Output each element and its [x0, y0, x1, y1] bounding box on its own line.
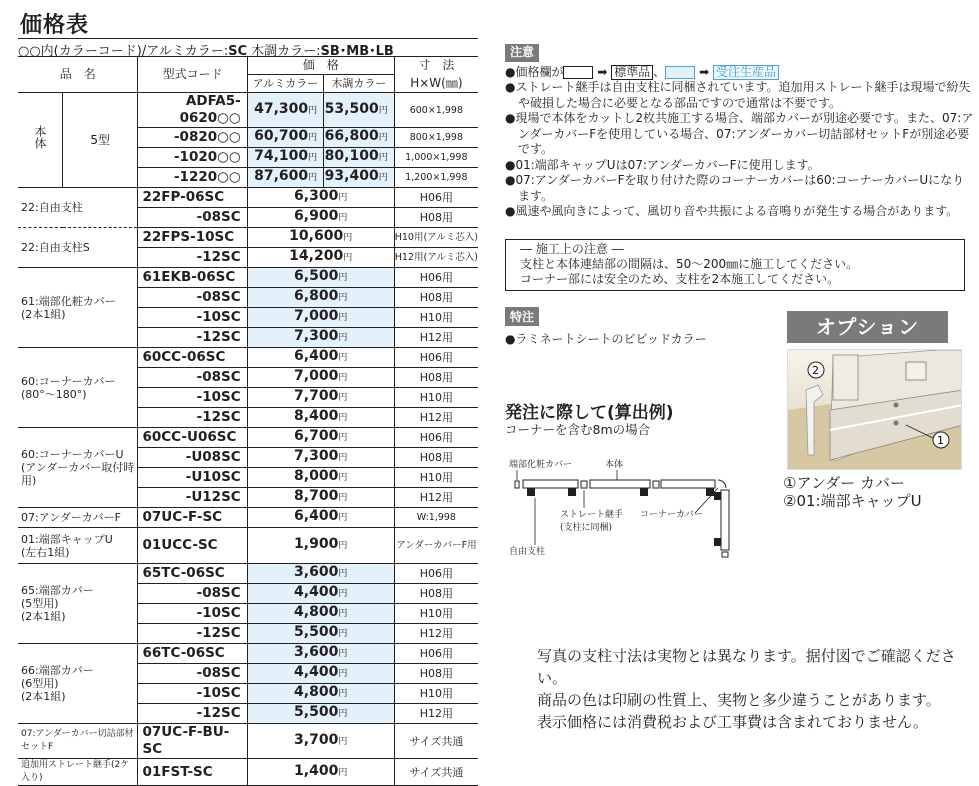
marker-1: 1	[937, 434, 944, 447]
col-header-size-unit: H×W(㎜)	[394, 75, 478, 93]
table-row	[18, 348, 478, 368]
size-value: H12用	[394, 488, 478, 508]
price-wood	[324, 128, 395, 148]
disclaimer-line: 表示価格には消費税および工事費は含まれておりません。	[537, 713, 928, 731]
price-alu	[247, 168, 323, 188]
price-value: 1,400	[294, 762, 339, 779]
price	[247, 528, 394, 564]
price-wood	[324, 93, 395, 128]
option-caption-2: ②01:端部キャップU	[783, 492, 922, 510]
model-code: -08SC	[138, 208, 247, 228]
price-value: 87,600	[254, 168, 309, 185]
price-value: 7,300	[294, 448, 339, 465]
yen-unit: 円	[338, 313, 348, 324]
model-code: -0820○○	[138, 128, 247, 148]
option-caption	[783, 474, 922, 510]
caution-line: 支柱と本体連結部の間隔は、50〜200㎜に施工してください。	[520, 257, 859, 271]
yen-unit: 円	[338, 393, 348, 404]
special-order-section	[505, 307, 707, 347]
price	[247, 328, 394, 348]
yen-unit: 円	[338, 453, 348, 464]
model-code: -10SC	[138, 604, 247, 624]
notes-section	[505, 44, 975, 220]
model-code: 66TC-06SC	[138, 644, 247, 664]
model-code: -U10SC	[138, 468, 247, 488]
item-name: 22:自由支柱	[18, 188, 138, 228]
model-code: -08SC	[138, 664, 247, 684]
page-title: 価格表	[20, 13, 90, 38]
size-value: 800×1,998	[394, 128, 478, 148]
model-code: -12SC	[138, 624, 247, 644]
price-value: 47,300	[254, 100, 309, 117]
option-photo	[787, 349, 962, 470]
price-value: 8,400	[294, 408, 339, 425]
table-row	[18, 508, 478, 528]
size-value: H06用	[394, 644, 478, 664]
price-alu	[247, 148, 323, 168]
price-value: 6,800	[294, 288, 339, 305]
col-header-wood: 木調カラー	[324, 75, 395, 93]
item-name: 65:端部カバー (5型用) (2本1組)	[18, 564, 138, 644]
price-value: 3,600	[294, 644, 339, 661]
item-name: 61:端部化粧カバー (2本1組)	[18, 268, 138, 348]
marker-2: 2	[812, 364, 819, 377]
yen-unit: 円	[338, 373, 348, 384]
table-row	[18, 759, 478, 786]
size-value: H12用	[394, 704, 478, 724]
price-value: 7,000	[294, 308, 339, 325]
model-code: -1020○○	[138, 148, 247, 168]
group-label	[18, 93, 63, 188]
price-value: 5,500	[294, 624, 339, 641]
model-code: -10SC	[138, 308, 247, 328]
price	[247, 188, 394, 208]
size-value: H12用	[394, 328, 478, 348]
yen-unit: 円	[308, 153, 318, 164]
size-value: H08用	[394, 664, 478, 684]
item-name: 07:アンダーカバーF	[18, 508, 138, 528]
yen-unit: 円	[338, 513, 348, 524]
disclaimer-line: 商品の色は印刷の性質上、実物と多少違うことがあります。	[537, 691, 941, 709]
model-code: -U08SC	[138, 448, 247, 468]
price	[247, 488, 394, 508]
yen-unit: 円	[338, 629, 348, 640]
price-value: 4,800	[294, 684, 339, 701]
col-header-name: 品 名	[18, 57, 138, 93]
price-legend	[505, 65, 975, 81]
yen-unit: 円	[378, 105, 388, 116]
size-value: H06用	[394, 564, 478, 584]
model-code: 01UCC-SC	[138, 528, 247, 564]
note-item: ●風速や風向きによって、風切り音や共振による音鳴りが発生する場合があります。	[505, 204, 959, 218]
model-code: 07UC-F-SC	[138, 508, 247, 528]
model-code: 65TC-06SC	[138, 564, 247, 584]
size-value: 600×1,998	[394, 93, 478, 128]
size-value: H08用	[394, 288, 478, 308]
price-value: 6,300	[294, 188, 339, 205]
yen-unit: 円	[378, 153, 388, 164]
price	[247, 684, 394, 704]
size-value: H06用	[394, 188, 478, 208]
order-made-swatch	[665, 66, 695, 79]
size-value: H12用	[394, 624, 478, 644]
legend-separator: 、	[653, 64, 666, 79]
legend-prefix: ●価格欄が	[505, 64, 564, 79]
size-value: W:1,998	[394, 508, 478, 528]
size-value: H08用	[394, 208, 478, 228]
price-wood	[324, 168, 395, 188]
special-item: ●ラミネートシートのビビッドカラー	[505, 332, 707, 346]
table-row	[18, 228, 478, 248]
price	[247, 308, 394, 328]
table-row	[18, 644, 478, 664]
standard-label: 標準品	[611, 65, 653, 80]
price-value: 7,000	[294, 368, 339, 385]
subtitle-prefix: ○○内(カラーコード)/アルミカラー:	[18, 44, 229, 59]
price-value: 8,700	[294, 488, 339, 505]
yen-unit: 円	[338, 193, 348, 204]
col-header-size: 寸 法	[394, 57, 478, 75]
price-value: 3,600	[294, 564, 339, 581]
price	[247, 248, 394, 268]
price-value: 4,400	[294, 584, 339, 601]
caution-title: ― 施工上の注意 ―	[520, 242, 624, 256]
model-code: 60CC-06SC	[138, 348, 247, 368]
item-name: 66:端部カバー (6型用) (2本1組)	[18, 644, 138, 724]
yen-unit: 円	[338, 736, 348, 747]
price-wood	[324, 148, 395, 168]
price	[247, 644, 394, 664]
price	[247, 288, 394, 308]
price-value: 93,400	[324, 168, 379, 185]
yen-unit: 円	[308, 173, 318, 184]
model-code: -08SC	[138, 368, 247, 388]
table-row	[18, 528, 478, 564]
price	[247, 584, 394, 604]
price-value: 80,100	[324, 148, 379, 165]
yen-unit: 円	[343, 233, 353, 244]
price-alu	[247, 93, 323, 128]
yen-unit: 円	[338, 433, 348, 444]
item-name: 60:コーナーカバー (80°〜180°)	[18, 348, 138, 428]
yen-unit: 円	[308, 105, 318, 116]
price-value: 3,700	[294, 731, 339, 748]
order-made-label: 受注生産品	[713, 65, 779, 80]
yen-unit: 円	[338, 689, 348, 700]
size-value: アンダーカバーF用	[394, 528, 478, 564]
size-value: H12用	[394, 408, 478, 428]
price	[247, 448, 394, 468]
price	[247, 408, 394, 428]
yen-unit: 円	[378, 133, 388, 144]
notes-tag: 注意	[505, 44, 539, 62]
size-value: H10用	[394, 468, 478, 488]
model-code: -08SC	[138, 584, 247, 604]
price-table	[18, 56, 478, 786]
yen-unit: 円	[338, 493, 348, 504]
col-header-code: 型式コード	[138, 57, 247, 93]
table-row	[18, 724, 478, 759]
table-row	[18, 268, 478, 288]
item-name: 01:端部キャップU (左右1組)	[18, 528, 138, 564]
yen-unit: 円	[338, 649, 348, 660]
yen-unit: 円	[338, 569, 348, 580]
model-code: -10SC	[138, 684, 247, 704]
price	[247, 624, 394, 644]
size-value: H10用	[394, 388, 478, 408]
note-item: ●現場で本体をカットし2枚共施工する場合、端部カバーが別途必要です。また、07:アンダーカバーFを使用している場合、07:アンダーカバー切詰部材セットFが別途必要です。	[505, 111, 974, 156]
table-row	[18, 188, 478, 208]
price-value: 14,200	[289, 248, 344, 265]
yen-unit: 円	[338, 609, 348, 620]
caution-line: コーナー部には安全のため、支柱を2本施工してください。	[520, 272, 840, 286]
size-value: H10用	[394, 684, 478, 704]
model-code: -1220○○	[138, 168, 247, 188]
yen-unit: 円	[338, 213, 348, 224]
model-code: -08SC	[138, 288, 247, 308]
yen-unit: 円	[338, 353, 348, 364]
price	[247, 759, 394, 786]
yen-unit: 円	[308, 133, 318, 144]
arrow-icon: ➡	[597, 64, 608, 79]
size-value: H06用	[394, 428, 478, 448]
layout-diagram	[505, 450, 745, 570]
price-value: 6,900	[294, 208, 339, 225]
price-value: 6,400	[294, 348, 339, 365]
size-value: サイズ共通	[394, 759, 478, 786]
disclaimer-line: 写真の支柱寸法は実物とは異なります。据付図でご確認ください。	[537, 647, 956, 687]
model-code: -10SC	[138, 388, 247, 408]
model-code: -12SC	[138, 704, 247, 724]
price-value: 53,500	[324, 100, 379, 117]
model-code: 22FP-06SC	[138, 188, 247, 208]
alu-color-code: SC	[228, 44, 247, 59]
model-code: 01FST-SC	[138, 759, 247, 786]
option-heading: オプション	[787, 311, 948, 343]
wood-color-label: 木調カラー:	[246, 44, 321, 59]
size-value: H06用	[394, 348, 478, 368]
label-end-cover: 端部化粧カバー	[509, 460, 573, 470]
price	[247, 724, 394, 759]
table-row	[18, 93, 478, 128]
price-value: 74,100	[254, 148, 309, 165]
type-label: 5型	[63, 93, 138, 188]
col-header-alu: アルミカラー	[247, 75, 323, 93]
label-joint: ストレート継手	[560, 510, 624, 520]
yen-unit: 円	[338, 541, 348, 552]
price	[247, 428, 394, 448]
item-name: 60:コーナーカバーU (アンダーカバー取付時用)	[18, 428, 138, 508]
label-corner-cover: コーナーカバー	[640, 510, 703, 520]
price-value: 66,800	[324, 128, 379, 145]
price	[247, 208, 394, 228]
price-value: 7,700	[294, 388, 339, 405]
model-code: -12SC	[138, 328, 247, 348]
yen-unit: 円	[338, 669, 348, 680]
size-value: H06用	[394, 268, 478, 288]
price	[247, 664, 394, 684]
price-value: 6,700	[294, 428, 339, 445]
yen-unit: 円	[338, 333, 348, 344]
yen-unit: 円	[338, 413, 348, 424]
model-code: 07UC-F-BU-SC	[138, 724, 247, 759]
model-code: -12SC	[138, 248, 247, 268]
price-value: 6,500	[294, 268, 339, 285]
price	[247, 368, 394, 388]
arrow-icon: ➡	[699, 64, 710, 79]
label-post: 自由支柱	[509, 547, 546, 557]
special-tag: 特注	[505, 307, 539, 326]
disclaimer	[537, 645, 979, 733]
standard-swatch	[563, 66, 593, 79]
size-value: H08用	[394, 584, 478, 604]
item-name: 追加用ストレート継手(2ケ入り)	[18, 759, 138, 786]
calc-subtitle: コーナーを含む8mの場合	[505, 422, 651, 437]
yen-unit: 円	[338, 767, 348, 778]
table-row	[18, 428, 478, 448]
price-value: 4,800	[294, 604, 339, 621]
model-code: ADFA5-0620○○	[138, 93, 247, 128]
price-alu	[247, 128, 323, 148]
price-value: 6,400	[294, 508, 339, 525]
yen-unit: 円	[338, 709, 348, 720]
option-caption-1: ①アンダー カバー	[783, 474, 906, 492]
label-joint-note: (支柱に同梱)	[560, 523, 613, 533]
model-code: 60CC-U06SC	[138, 428, 247, 448]
note-item: ●ストレート継手は自由支柱に同梱されています。追加用ストレート継手は現場で紛失や破損した場合に必要となる部品ですので通常は不要です。	[505, 80, 971, 110]
price	[247, 348, 394, 368]
wood-color-codes: SB･MB･LB	[320, 44, 394, 59]
col-header-price: 価 格	[247, 57, 394, 75]
model-code: 22FPS-10SC	[138, 228, 247, 248]
size-value: サイズ共通	[394, 724, 478, 759]
size-value: H10用	[394, 308, 478, 328]
yen-unit: 円	[343, 253, 353, 264]
yen-unit: 円	[338, 473, 348, 484]
price-value: 8,000	[294, 468, 339, 485]
model-code: -12SC	[138, 408, 247, 428]
size-value: H08用	[394, 368, 478, 388]
size-value: 1,200×1,998	[394, 168, 478, 188]
size-value: 1,000×1,998	[394, 148, 478, 168]
table-row	[18, 564, 478, 584]
price-value: 5,500	[294, 704, 339, 721]
calc-title: 発注に際して(算出例)	[505, 403, 674, 423]
price-value: 1,900	[294, 536, 339, 553]
price	[247, 468, 394, 488]
price-value: 60,700	[254, 128, 309, 145]
size-value: H10用(アルミ芯入)	[394, 228, 478, 248]
price	[247, 268, 394, 288]
installation-caution-box	[505, 239, 965, 291]
note-item: ●01:端部キャップUは07:アンダーカバーFに使用します。	[505, 157, 820, 172]
size-value: H08用	[394, 448, 478, 468]
model-code: 61EKB-06SC	[138, 268, 247, 288]
price	[247, 388, 394, 408]
group-label-text: 本体	[33, 124, 47, 149]
yen-unit: 円	[378, 173, 388, 184]
label-body: 本体	[605, 460, 624, 470]
yen-unit: 円	[338, 589, 348, 600]
item-name: 22:自由支柱S	[18, 228, 138, 268]
price	[247, 604, 394, 624]
price	[247, 564, 394, 584]
yen-unit: 円	[338, 273, 348, 284]
size-value: H12用(アルミ芯入)	[394, 248, 478, 268]
price-value: 7,300	[294, 328, 339, 345]
price	[247, 228, 394, 248]
size-value: H10用	[394, 604, 478, 624]
price-value: 10,600	[289, 228, 344, 245]
item-name: 07:アンダーカバー切詰部材セットF	[18, 724, 138, 759]
note-item: ●07:アンダーカバーFを取り付けた際のコーナーカバーは60:コーナーカバーUになります。	[505, 173, 965, 203]
model-code: -U12SC	[138, 488, 247, 508]
price-value: 4,400	[294, 664, 339, 681]
price	[247, 704, 394, 724]
yen-unit: 円	[338, 293, 348, 304]
price	[247, 508, 394, 528]
